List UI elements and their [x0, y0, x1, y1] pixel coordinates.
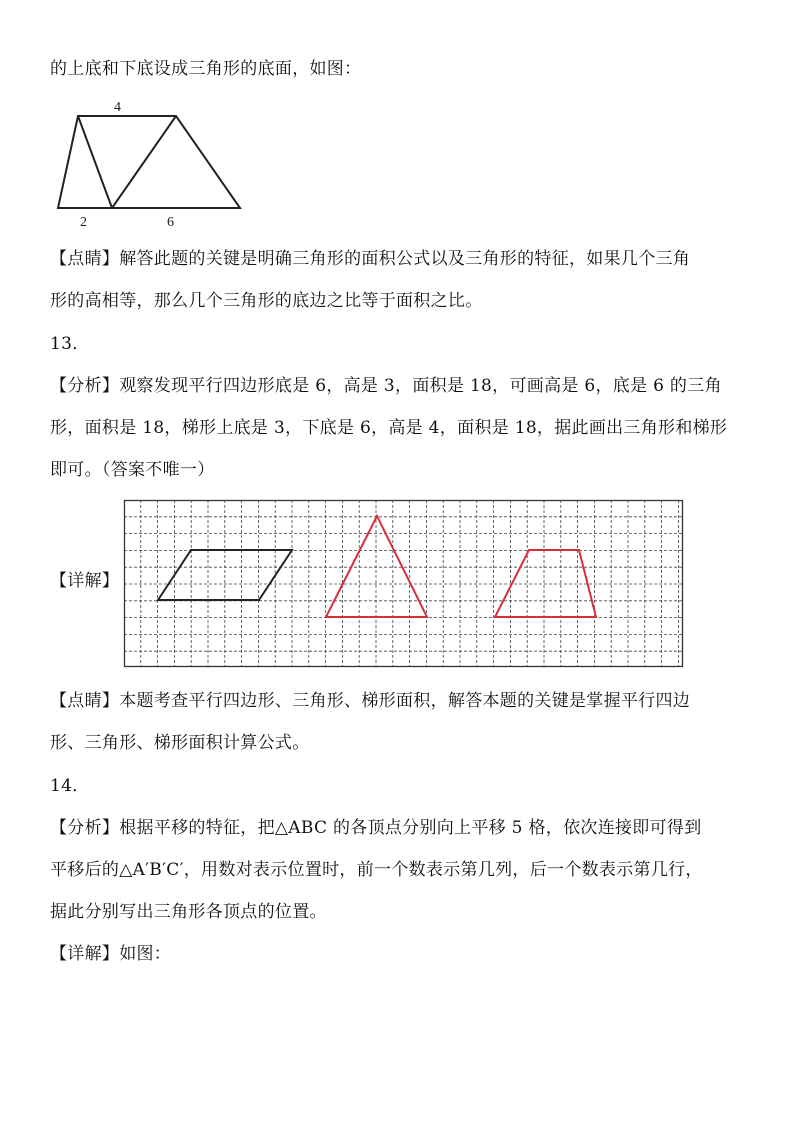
label-bottom-left: 2 — [80, 215, 87, 230]
text-line-2: 【点睛】解答此题的关键是明确三角形的面积公式以及三角形的特征，如果几个三角 — [50, 249, 691, 269]
text-line-10: 形、三角形、梯形面积计算公式。 — [50, 733, 310, 753]
text-line-13: 平移后的△A′B′C′，用数对表示位置时，前一个数表示第几列，后一个数表示第几行， — [50, 860, 703, 880]
text-line-9: 【点睛】本题考查平行四边形、三角形、梯形面积，解答本题的关键是掌握平行四边 — [50, 691, 691, 711]
text-line-14: 据此分别写出三角形各顶点的位置。 — [50, 902, 327, 922]
label-top: 4 — [114, 100, 121, 115]
trapezoid-figure — [50, 98, 250, 228]
question-number-13: 13． — [50, 334, 90, 354]
text-line-7: 即可。（答案不唯一） — [50, 460, 215, 480]
text-line-1: 的上底和下底设成三角形的底面，如图： — [50, 59, 362, 79]
diagonal-right — [112, 116, 176, 208]
detail-label: 【详解】 — [50, 571, 120, 591]
trapezoid-outline — [58, 116, 240, 208]
text-line-6: 形，面积是 18，梯形上底是 3，下底是 6，高是 4，面积是 18，据此画出三角形和梯形 — [50, 418, 728, 438]
text-line-15: 【详解】如图： — [50, 944, 172, 964]
grid-lines — [124, 500, 683, 667]
label-bottom-right: 6 — [167, 215, 174, 230]
grid-figure — [124, 500, 684, 668]
question-number-14: 14． — [50, 776, 90, 796]
text-line-12: 【分析】根据平移的特征，把△ABC 的各顶点分别向上平移 5 格，依次连接即可得到 — [50, 818, 702, 838]
text-line-3: 形的高相等，那么几个三角形的底边之比等于面积之比。 — [50, 291, 483, 311]
diagonal-left — [78, 116, 112, 208]
answer-triangle — [326, 516, 427, 617]
text-line-5: 【分析】观察发现平行四边形底是 6，高是 3，面积是 18，可画高是 6，底是 6 的三角 — [50, 376, 722, 396]
